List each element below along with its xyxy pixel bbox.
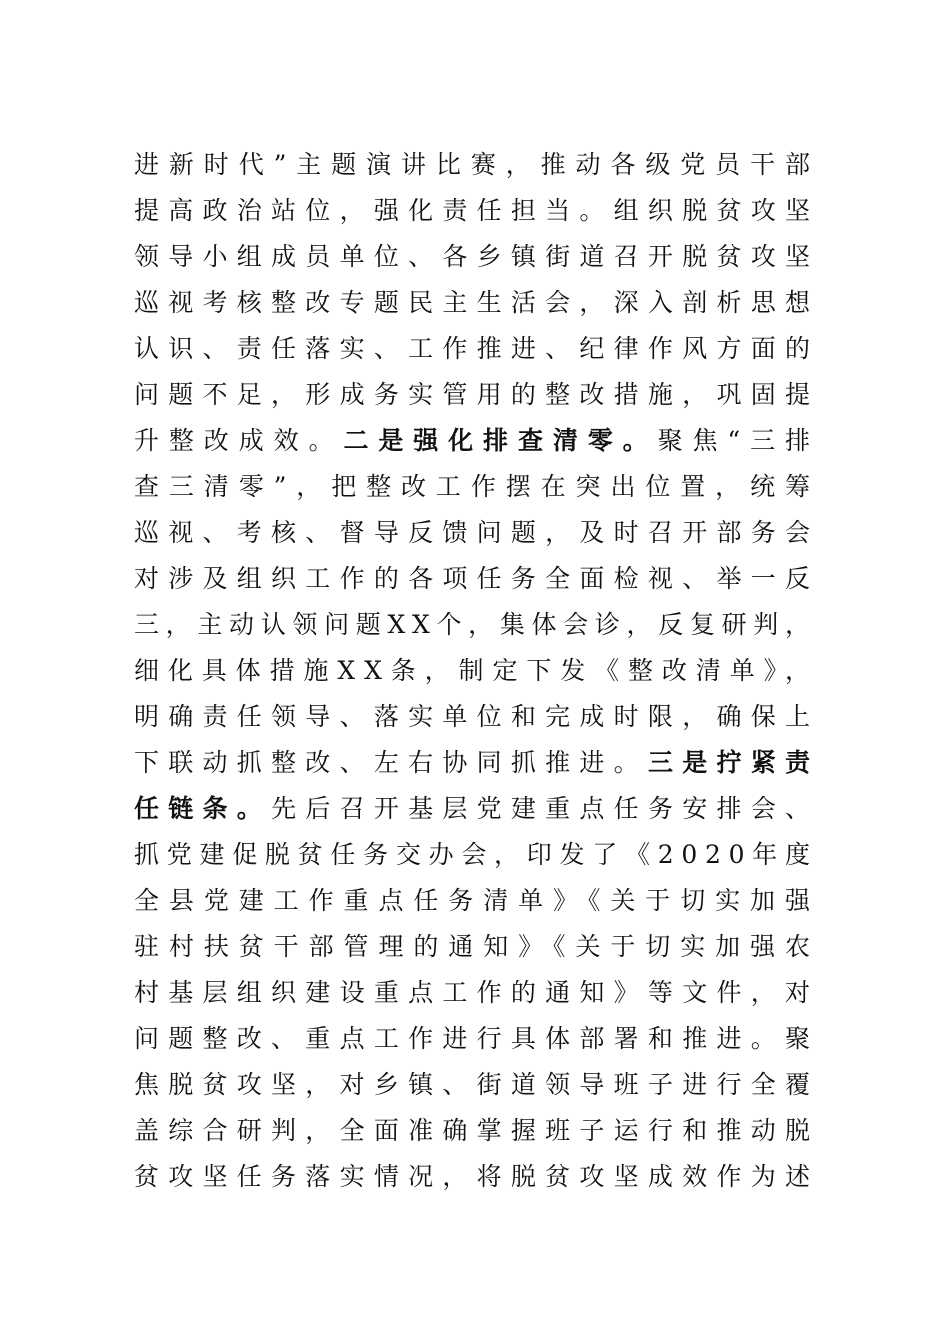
- text-line-content: [134, 1108, 819, 1154]
- text-line: [134, 188, 820, 234]
- text-line: [134, 142, 820, 188]
- text-line-content: [134, 326, 819, 372]
- text-line: [134, 280, 820, 326]
- text-line: [134, 510, 820, 556]
- text-segment: 查三清零”，把整改工作摆在突出位置，统筹: [134, 472, 820, 501]
- text-line-content: [134, 648, 819, 694]
- text-line-content: [134, 1062, 819, 1108]
- text-segment: 村基层组织建设重点工作的通知》等文件，对: [134, 978, 820, 1007]
- text-line: [134, 1016, 820, 1062]
- text-line-content: [134, 740, 819, 786]
- text-line-content: [134, 832, 818, 878]
- text-line: [134, 740, 820, 786]
- text-line: [134, 878, 820, 924]
- text-line-content: [134, 234, 819, 280]
- text-line-content: [134, 510, 819, 556]
- text-line: [134, 326, 820, 372]
- text-line-content: [134, 602, 817, 648]
- bold-text-segment: 任链条。: [134, 794, 272, 823]
- bold-text-segment: 二是强化排查清零。: [343, 426, 658, 455]
- text-segment: 三，主动认领问题XX个，集体会诊，反复研判，: [134, 610, 817, 639]
- text-line: [134, 970, 820, 1016]
- text-line-content: [134, 372, 819, 418]
- text-segment: 升整改成效。: [134, 426, 344, 455]
- text-line-content: [134, 878, 820, 924]
- text-line: [134, 1062, 820, 1108]
- text-line: [134, 234, 820, 280]
- text-segment: 先后召开基层党建重点任务安排会、: [271, 794, 820, 823]
- bold-text-segment: 三是拧紧责: [647, 748, 820, 777]
- text-line: [134, 464, 820, 510]
- text-line-content: [134, 556, 819, 602]
- text-line-content: [134, 464, 820, 510]
- text-segment: 巡视考核整改专题民主生活会，深入剖析思想: [134, 288, 820, 317]
- text-segment: 领导小组成员单位、各乡镇街道召开脱贫攻坚: [134, 242, 820, 271]
- text-segment: 驻村扶贫干部管理的通知》《关于切实加强农: [134, 932, 820, 961]
- text-line-content: [134, 1154, 819, 1200]
- text-segment: 贫攻坚任务落实情况，将脱贫攻坚成效作为述: [134, 1162, 820, 1191]
- text-segment: 认识、责任落实、工作推进、纪律作风方面的: [134, 334, 820, 363]
- text-segment: 进新时代”主题演讲比赛，推动各级党员干部: [134, 150, 820, 179]
- text-segment: 全县党建工作重点任务清单》《关于切实加强: [134, 886, 820, 915]
- text-line-content: [134, 1016, 819, 1062]
- body-text: [134, 142, 820, 1200]
- text-segment: 聚焦“三排: [657, 426, 820, 455]
- text-line-content: [134, 188, 819, 234]
- text-line-content: [134, 786, 819, 832]
- text-line: [134, 418, 820, 464]
- text-line-content: [134, 280, 819, 326]
- text-line-content: [134, 418, 820, 464]
- text-line-content: [134, 970, 819, 1016]
- text-segment: 下联动抓整改、左右协同抓推进。: [134, 748, 648, 777]
- text-segment: 问题整改、重点工作进行具体部署和推进。聚: [134, 1024, 820, 1053]
- text-segment: 细化具体措施XX条，制定下发《整改清单》，: [134, 656, 819, 685]
- text-line-content: [134, 924, 820, 970]
- text-line-content: [134, 142, 820, 188]
- text-line: [134, 786, 820, 832]
- text-segment: 巡视、考核、督导反馈问题，及时召开部务会: [134, 518, 820, 547]
- text-segment: 焦脱贫攻坚，对乡镇、街道领导班子进行全覆: [134, 1070, 820, 1099]
- text-segment: 对涉及组织工作的各项任务全面检视、举一反: [134, 564, 820, 593]
- text-line: [134, 832, 818, 878]
- text-segment: 盖综合研判，全面准确掌握班子运行和推动脱: [134, 1116, 820, 1145]
- text-line-content: [134, 694, 819, 740]
- text-line: [134, 556, 820, 602]
- text-segment: 问题不足，形成务实管用的整改措施，巩固提: [134, 380, 820, 409]
- text-segment: 提高政治站位，强化责任担当。组织脱贫攻坚: [134, 196, 820, 225]
- text-segment: 抓党建促脱贫任务交办会，印发了《2020年度: [134, 840, 818, 869]
- text-line: [134, 1154, 820, 1200]
- text-line: [134, 694, 820, 740]
- text-segment: 明确责任领导、落实单位和完成时限，确保上: [134, 702, 820, 731]
- text-line: [134, 924, 820, 970]
- text-line: [134, 1108, 820, 1154]
- text-line: [134, 372, 820, 418]
- text-line: [134, 602, 817, 648]
- text-line: [134, 648, 819, 694]
